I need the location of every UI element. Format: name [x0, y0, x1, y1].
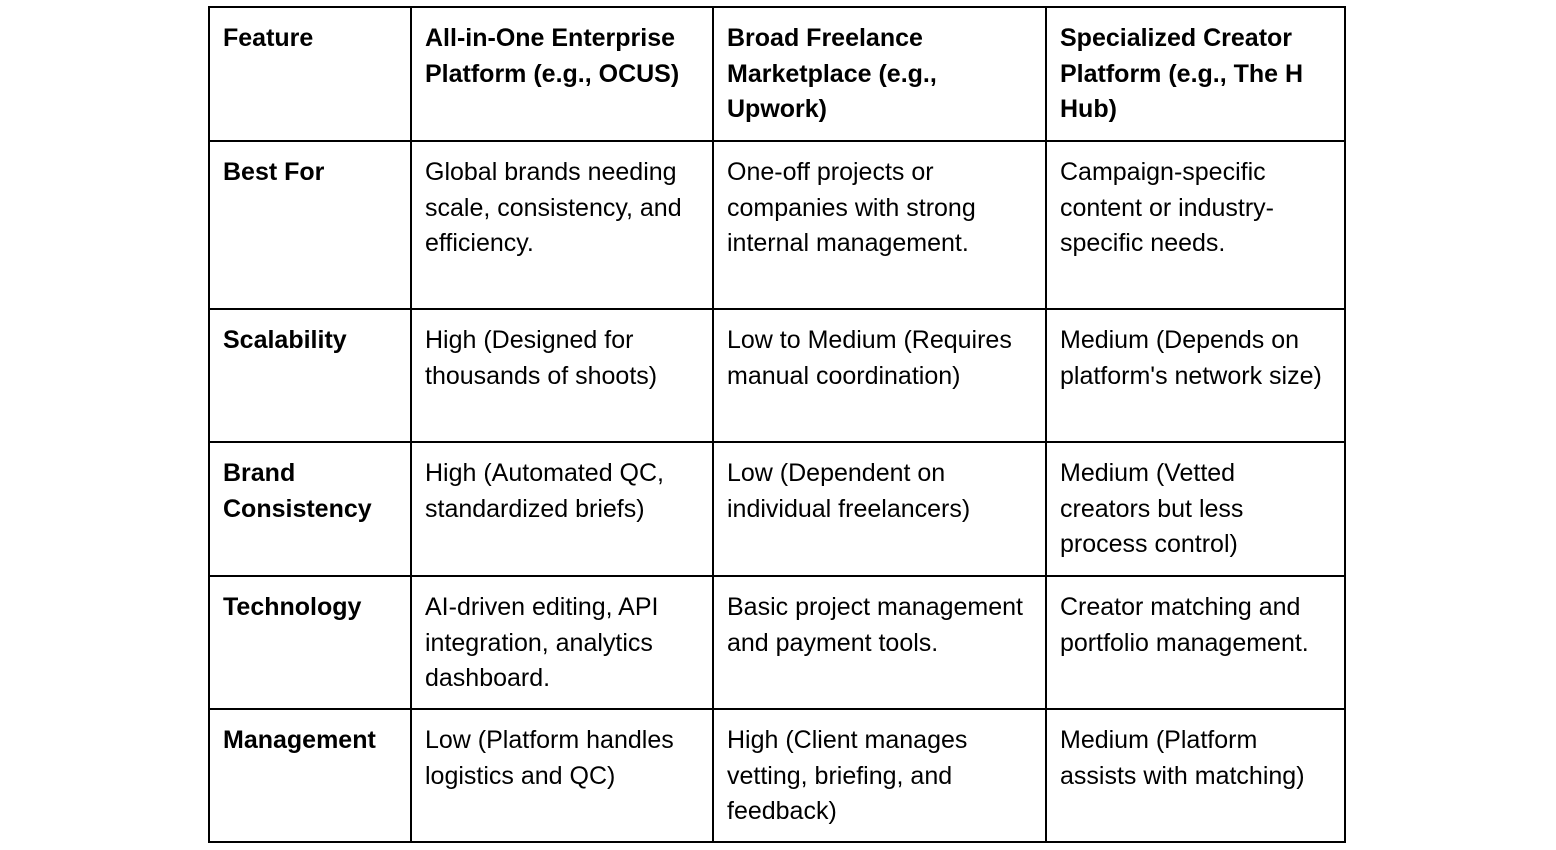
table-cell: Medium (Platform assists with matching)	[1046, 709, 1345, 842]
table-cell: Basic project management and payment tools.	[713, 576, 1046, 709]
table-row	[209, 576, 1345, 709]
row-header-cell: Best For	[209, 141, 411, 309]
row-header-cell: Technology	[209, 576, 411, 709]
comparison-table	[208, 6, 1346, 843]
table-row	[209, 442, 1345, 576]
table-row	[209, 309, 1345, 442]
header-cell-creator-platform: Specialized Creator Platform (e.g., The H Hub)	[1046, 7, 1345, 141]
header-cell-enterprise-platform: All-in-One Enterprise Platform (e.g., OCUS)	[411, 7, 713, 141]
table-header-row	[209, 7, 1345, 141]
table-cell: Low (Dependent on individual freelancers)	[713, 442, 1046, 576]
table-row	[209, 141, 1345, 309]
table-cell: Global brands needing scale, consistency, and efficiency.	[411, 141, 713, 309]
table-cell: Medium (Depends on platform's network size)	[1046, 309, 1345, 442]
table-cell: One-off projects or companies with strong internal management.	[713, 141, 1046, 309]
header-cell-feature: Feature	[209, 7, 411, 141]
table-row	[209, 709, 1345, 842]
table-cell: High (Client manages vetting, briefing, and feedback)	[713, 709, 1046, 842]
row-header-cell: Management	[209, 709, 411, 842]
table-cell: AI-driven editing, API integration, analytics dashboard.	[411, 576, 713, 709]
table-cell: Low to Medium (Requires manual coordination)	[713, 309, 1046, 442]
row-header-cell: Scalability	[209, 309, 411, 442]
header-cell-freelance-marketplace: Broad Freelance Marketplace (e.g., Upwork)	[713, 7, 1046, 141]
row-header-cell: Brand Consistency	[209, 442, 411, 576]
table-cell: Creator matching and portfolio management.	[1046, 576, 1345, 709]
table-cell: Low (Platform handles logistics and QC)	[411, 709, 713, 842]
table-cell: High (Designed for thousands of shoots)	[411, 309, 713, 442]
table-cell: Medium (Vetted creators but less process control)	[1046, 442, 1345, 576]
table-cell: High (Automated QC, standardized briefs)	[411, 442, 713, 576]
table-cell: Campaign-specific content or industry-specific needs.	[1046, 141, 1345, 309]
